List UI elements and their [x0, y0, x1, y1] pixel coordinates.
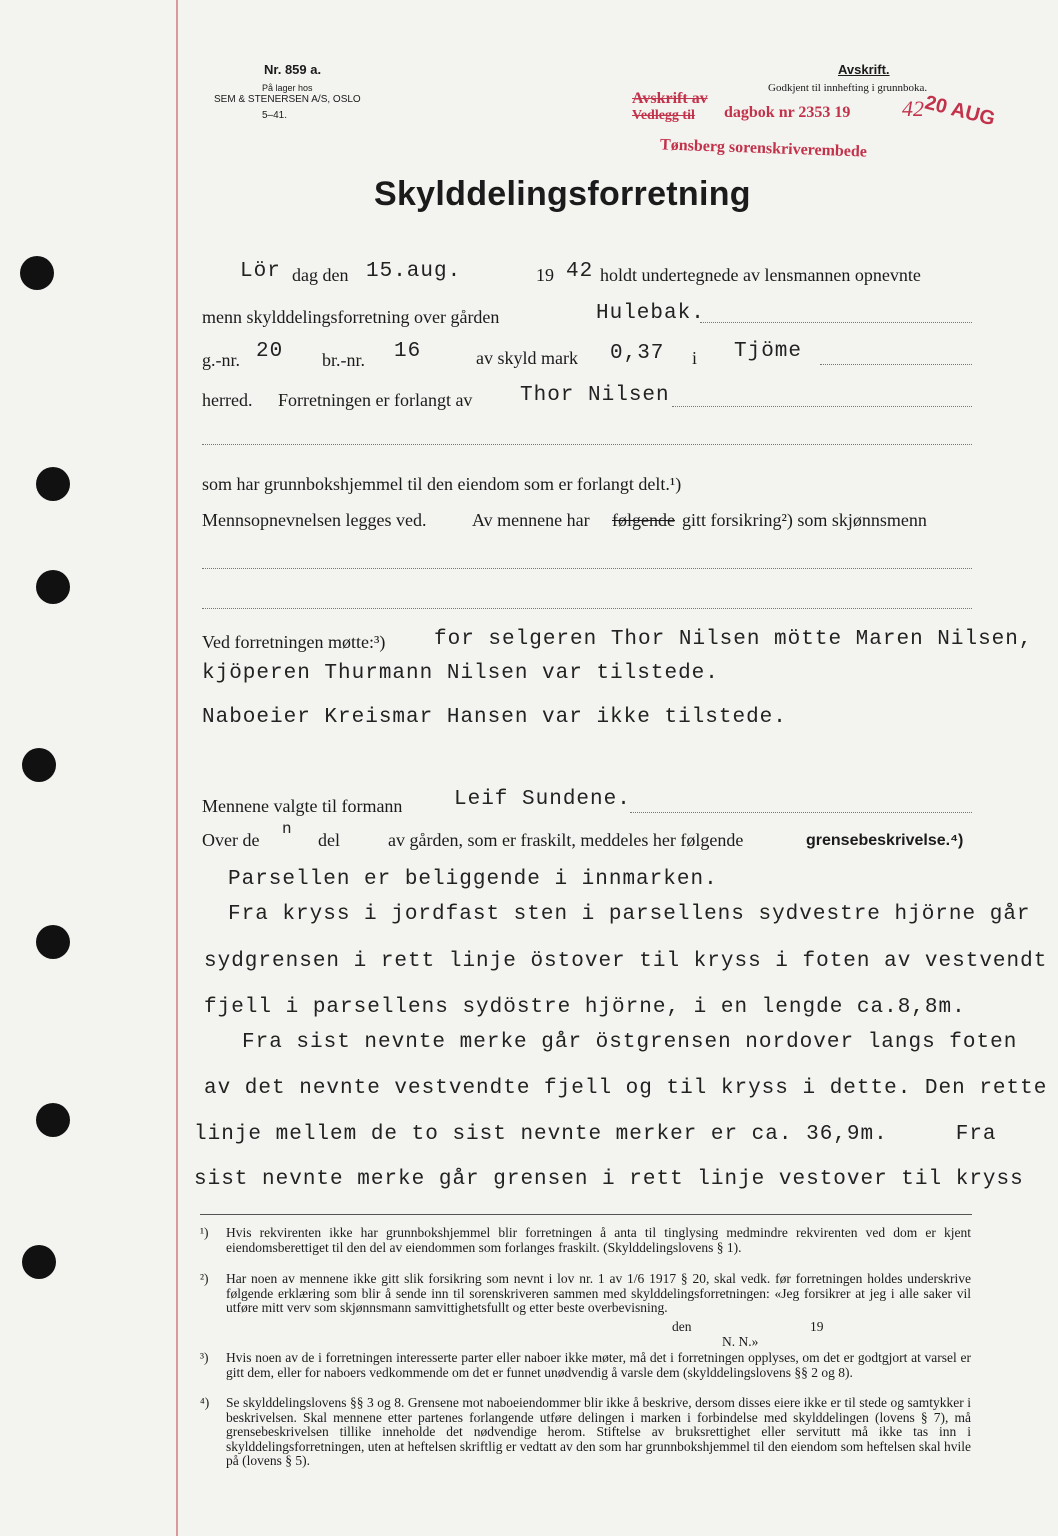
- label-forlangt: Forretningen er forlangt av: [278, 390, 473, 410]
- description-line: fjell i parsellens sydöstre hjörne, i en lengde ca.8,8m.: [204, 996, 966, 1019]
- label-19: 19: [536, 265, 554, 285]
- publisher-line-1: På lager hos: [262, 83, 313, 93]
- description-line: Fra sist nevnte merke går östgrensen nordover langs foten: [242, 1031, 1018, 1054]
- stamp-struck-line-2: Vedlegg til: [632, 108, 695, 123]
- label-menn: menn skylddelingsforretning over gården: [202, 307, 500, 327]
- stamp-date: 20 AUG: [922, 91, 998, 131]
- dotted-line: [820, 364, 972, 365]
- publisher-line-2: SEM & STENERSEN A/S, OSLO: [214, 94, 361, 105]
- footnote-text: Har noen av mennene ikke gitt slik forsikring som nevnt i lov nr. 1 av 1/6 1917 § 20, skal vedk. før forretningen holdes underskrive følgende erklæring som blir å sende inn til sorenskriveren sammen med skylddelingsforretningen: «Jeg forsikrer at jeg i alle saker vil utføre mitt verv som skjønnsmann samvittighetsfullt og etter beste overbevisning.: [226, 1271, 971, 1316]
- approval-note: Godkjent til innhefting i grunnboka.: [768, 82, 928, 94]
- gnr-typed: 20: [256, 340, 284, 363]
- stamp-dagbok-number: dagbok nr 2353 19: [724, 104, 851, 121]
- description-line: sydgrensen i rett linje östover til kryss i foten av vestvendt: [204, 950, 1048, 973]
- stamp-struck-line-1: Avskrift av: [632, 90, 708, 107]
- stamp-handwritten-year: 42: [902, 96, 924, 121]
- description-line: linje mellem de to sist nevnte merker er ca. 36,9m. Fra: [194, 1123, 997, 1146]
- label-holdt: holdt undertegnede av lensmannen opnevnte: [600, 265, 921, 285]
- label-dag-den: dag den: [292, 265, 349, 285]
- description-line: Fra kryss i jordfast sten i parsellens sydvestre hjörne går: [228, 903, 1031, 926]
- stamp-office: Tønsberg sorenskriverembede: [659, 136, 868, 161]
- dotted-line: [202, 568, 972, 569]
- footnote-text: Hvis rekvirenten ikke har grunnbokshjemmel blir forretningen å anta til tinglysing medmindre rekvirenten ved dom er kjent eiendomsberettiget til den del av eiendommen som forlanges fraskilt. (Skylddelingslovens § 1).: [226, 1225, 971, 1255]
- over-de-sup: n: [282, 820, 293, 838]
- skyld-typed: 0,37: [610, 342, 665, 365]
- footnote2-signature: N. N.»: [722, 1334, 759, 1349]
- label-i: i: [692, 348, 698, 368]
- label-menns-c: gitt forsikring²) som skjønnsmenn: [682, 510, 927, 530]
- formann-typed: Leif Sundene.: [454, 788, 631, 811]
- label-gaarden: av gården, som er fraskilt, meddeles her følgende: [388, 830, 744, 850]
- footnote2-den: den: [672, 1319, 692, 1334]
- footnote-divider: [200, 1214, 972, 1215]
- description-line: sist nevnte merke går grensen i rett linje vestover til kryss: [194, 1168, 1024, 1191]
- mote-line-2: kjöperen Thurmann Nilsen var tilstede.: [202, 662, 719, 685]
- label-gnr: g.-nr.: [202, 350, 240, 370]
- footnote-text: Hvis noen av de i forretningen interesserte parter eller naboer ikke møter, må det i forretningen opplyses, om det er godtgjort at varsel er gitt dem, eller for naboers vedkommende om det er funnet unødvendig å varsle dem (skylddelingslovens §§ 2 og 8).: [226, 1350, 971, 1380]
- mote-line-3: Naboeier Kreismar Hansen var ikke tilstede.: [202, 706, 787, 729]
- herred-typed: Tjöme: [734, 340, 803, 363]
- dotted-line: [202, 444, 972, 445]
- description-line: Parsellen er beliggende i innmarken.: [228, 868, 718, 891]
- margin-rule: [176, 0, 178, 1536]
- footnote-text: Se skylddelingslovens §§ 3 og 8. Grensene mot naboeiendommer blir ikke å beskrive, dersom disses eiere ikke er til stede og samtykker i beskrivelsen. Skal mennene etter partenes forlangende utføre delingen i marken i forbindelse med skylddelingen (lovens § 7), må grensebeskrivelsen tillike inneholde det nødvendige herom. Stiftelse av bruksrettighet eller servitutt må ikke tas inn i skylddelingsforretningen, uten at heftelsen skriftlig er vedtatt av den som har grunnbokshjemmel til den eiendom som heftelsen skal hvile på (lovens § 5).: [226, 1395, 971, 1469]
- punch-hole: [22, 1245, 56, 1279]
- label-herred: herred.: [202, 390, 253, 410]
- label-menns-a: Mennsopnevnelsen legges ved.: [202, 510, 427, 530]
- label-menns-struck: følgende: [612, 510, 675, 530]
- description-line: av det nevnte vestvendte fjell og til kryss i dette. Den rette: [204, 1077, 1048, 1100]
- form-number: Nr. 859 a.: [264, 62, 322, 77]
- label-skyld: av skyld mark: [476, 348, 578, 368]
- dotted-line: [700, 322, 972, 323]
- dotted-line: [630, 812, 972, 813]
- farm-name-typed: Hulebak.: [596, 302, 705, 325]
- punch-hole: [36, 570, 70, 604]
- footnote-number: ³): [200, 1350, 209, 1365]
- day-typed: Lör: [240, 260, 281, 283]
- label-del: del: [318, 830, 340, 850]
- mote-line-1: for selgeren Thor Nilsen mötte Maren Nilsen,: [434, 628, 1033, 651]
- footnote-number: ⁴): [200, 1395, 210, 1410]
- footnote-number: ²): [200, 1271, 209, 1286]
- label-over-de: Over de: [202, 830, 260, 850]
- dotted-line: [202, 608, 972, 609]
- page-title: Skylddelingsforretning: [374, 175, 751, 213]
- date-typed: 15.aug.: [366, 260, 462, 283]
- label-grensebeskrivelse: grensebeskrivelse.⁴): [806, 832, 964, 849]
- punch-hole: [36, 467, 70, 501]
- punch-hole: [36, 925, 70, 959]
- label-formann: Mennene valgte til formann: [202, 796, 403, 816]
- label-brnr: br.-nr.: [322, 350, 365, 370]
- dotted-line: [672, 406, 972, 407]
- footnote-number: ¹): [200, 1225, 209, 1240]
- label-grunnbok: som har grunnbokshjemmel til den eiendom som er forlangt delt.¹): [202, 474, 682, 494]
- form-date: 5–41.: [262, 110, 288, 121]
- year-typed: 42: [566, 260, 594, 283]
- punch-hole: [36, 1103, 70, 1137]
- footnote2-year: 19: [810, 1319, 824, 1334]
- punch-hole: [22, 748, 56, 782]
- brnr-typed: 16: [394, 340, 422, 363]
- label-mote: Ved forretningen møtte:³): [202, 632, 386, 652]
- copy-label: Avskrift.: [838, 62, 890, 77]
- punch-hole: [20, 256, 54, 290]
- label-menns-b: Av mennene har: [472, 510, 590, 530]
- requester-typed: Thor Nilsen: [520, 384, 670, 407]
